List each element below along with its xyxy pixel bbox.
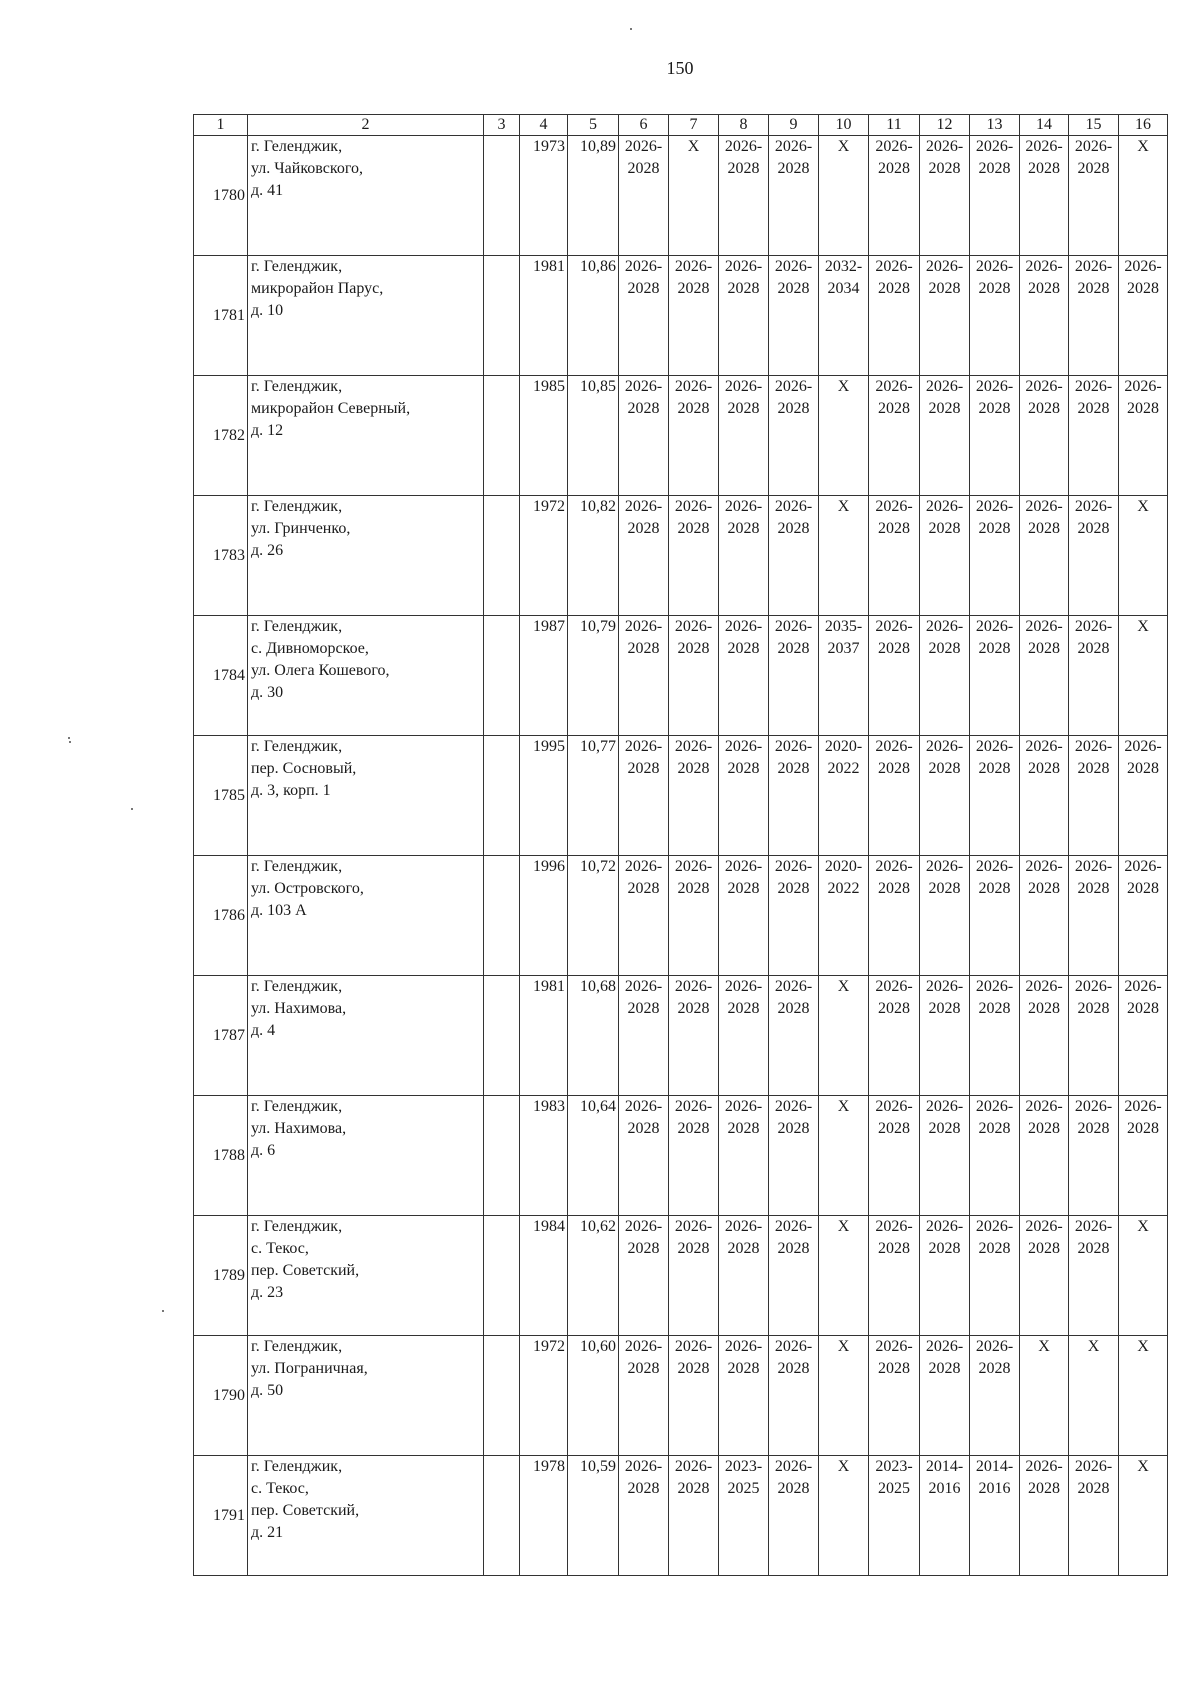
column-header-2: 2 [248,115,484,136]
col8-cell: 2026- 2028 [719,1336,769,1456]
col15-cell: 2026- 2028 [1069,1216,1119,1336]
col15-cell: 2026- 2028 [1069,376,1119,496]
year-cell: 1983 [520,1096,568,1216]
col9-cell: 2026- 2028 [769,256,819,376]
table-row [194,1096,1168,1216]
column-header-6: 6 [619,115,669,136]
col6-cell: 2026- 2028 [619,496,669,616]
col7-cell: 2026- 2028 [669,856,719,976]
col9-cell: 2026- 2028 [769,736,819,856]
col7-cell: 2026- 2028 [669,616,719,736]
col16-cell: 2026- 2028 [1119,1096,1168,1216]
col6-cell: 2026- 2028 [619,1336,669,1456]
col10-cell: 2020- 2022 [819,736,869,856]
col11-cell: 2026- 2028 [869,136,920,256]
col6-cell: 2026- 2028 [619,856,669,976]
year-cell: 1981 [520,976,568,1096]
year-cell: 1978 [520,1456,568,1576]
address-cell: г. Геленджик, ул. Пограничная, д. 50 [248,1336,484,1456]
address-cell: г. Геленджик, микрорайон Северный, д. 12 [248,376,484,496]
row-number: 1786 [194,856,248,976]
col9-cell: 2026- 2028 [769,1096,819,1216]
col6-cell: 2026- 2028 [619,1456,669,1576]
year-cell: 1973 [520,136,568,256]
col13-cell: 2026- 2028 [970,1216,1020,1336]
value-cell: 10,82 [568,496,619,616]
col6-cell: 2026- 2028 [619,1096,669,1216]
col9-cell: 2026- 2028 [769,1336,819,1456]
col12-cell: 2026- 2028 [920,376,970,496]
col11-cell: 2026- 2028 [869,1336,920,1456]
value-cell: 10,89 [568,136,619,256]
col3-cell [484,256,520,376]
column-header-15: 15 [1069,115,1119,136]
col12-cell: 2014- 2016 [920,1456,970,1576]
col3-cell [484,136,520,256]
column-header-5: 5 [568,115,619,136]
col13-cell: 2026- 2028 [970,1096,1020,1216]
col14-cell: 2026- 2028 [1020,256,1069,376]
registry-table [193,114,1168,1576]
col16-cell: 2026- 2028 [1119,376,1168,496]
col14-cell: 2026- 2028 [1020,736,1069,856]
col13-cell: 2026- 2028 [970,376,1020,496]
year-cell: 1985 [520,376,568,496]
col6-cell: 2026- 2028 [619,376,669,496]
col14-cell: 2026- 2028 [1020,496,1069,616]
row-number: 1784 [194,616,248,736]
col13-cell: 2014- 2016 [970,1456,1020,1576]
year-cell: 1987 [520,616,568,736]
table-row [194,616,1168,736]
col10-cell: 2035- 2037 [819,616,869,736]
col16-cell: X [1119,1456,1168,1576]
col9-cell: 2026- 2028 [769,136,819,256]
col12-cell: 2026- 2028 [920,1096,970,1216]
col15-cell: 2026- 2028 [1069,1456,1119,1576]
col3-cell [484,1096,520,1216]
scan-speck [69,741,71,743]
value-cell: 10,86 [568,256,619,376]
col15-cell: 2026- 2028 [1069,856,1119,976]
col14-cell: 2026- 2028 [1020,136,1069,256]
col8-cell: 2026- 2028 [719,1216,769,1336]
col7-cell: 2026- 2028 [669,256,719,376]
col16-cell: 2026- 2028 [1119,856,1168,976]
col16-cell: X [1119,1216,1168,1336]
col3-cell [484,1456,520,1576]
col13-cell: 2026- 2028 [970,856,1020,976]
col8-cell: 2026- 2028 [719,496,769,616]
col12-cell: 2026- 2028 [920,1336,970,1456]
col11-cell: 2023- 2025 [869,1456,920,1576]
col3-cell [484,736,520,856]
col11-cell: 2026- 2028 [869,976,920,1096]
year-cell: 1972 [520,1336,568,1456]
col8-cell: 2026- 2028 [719,136,769,256]
col16-cell: 2026- 2028 [1119,256,1168,376]
col7-cell: 2026- 2028 [669,1456,719,1576]
address-cell: г. Геленджик, с. Дивноморское, ул. Олега Кошевого, д. 30 [248,616,484,736]
table-row [194,256,1168,376]
col7-cell: 2026- 2028 [669,1096,719,1216]
address-cell: г. Геленджик, ул. Гринченко, д. 26 [248,496,484,616]
column-header-13: 13 [970,115,1020,136]
address-cell: г. Геленджик, ул. Чайковского, д. 41 [248,136,484,256]
column-header-16: 16 [1119,115,1168,136]
col9-cell: 2026- 2028 [769,976,819,1096]
col10-cell: X [819,136,869,256]
col14-cell: 2026- 2028 [1020,856,1069,976]
address-cell: г. Геленджик, ул. Нахимова, д. 6 [248,1096,484,1216]
page-number: 150 [666,58,694,78]
col11-cell: 2026- 2028 [869,1096,920,1216]
column-header-9: 9 [769,115,819,136]
col14-cell: 2026- 2028 [1020,616,1069,736]
col10-cell: X [819,496,869,616]
value-cell: 10,64 [568,1096,619,1216]
col12-cell: 2026- 2028 [920,136,970,256]
col6-cell: 2026- 2028 [619,136,669,256]
year-cell: 1995 [520,736,568,856]
column-header-8: 8 [719,115,769,136]
col6-cell: 2026- 2028 [619,616,669,736]
col13-cell: 2026- 2028 [970,136,1020,256]
value-cell: 10,62 [568,1216,619,1336]
row-number: 1790 [194,1336,248,1456]
col12-cell: 2026- 2028 [920,856,970,976]
col15-cell: X [1069,1336,1119,1456]
address-cell: г. Геленджик, с. Текос, пер. Советский, д. 23 [248,1216,484,1336]
table-row [194,376,1168,496]
col9-cell: 2026- 2028 [769,616,819,736]
column-header-1: 1 [194,115,248,136]
table-row [194,1336,1168,1456]
col16-cell: 2026- 2028 [1119,976,1168,1096]
col13-cell: 2026- 2028 [970,1336,1020,1456]
table-row [194,1216,1168,1336]
col3-cell [484,376,520,496]
col11-cell: 2026- 2028 [869,256,920,376]
col12-cell: 2026- 2028 [920,496,970,616]
year-cell: 1981 [520,256,568,376]
table-row [194,736,1168,856]
col12-cell: 2026- 2028 [920,616,970,736]
col16-cell: X [1119,496,1168,616]
col9-cell: 2026- 2028 [769,1456,819,1576]
col11-cell: 2026- 2028 [869,496,920,616]
row-number: 1781 [194,256,248,376]
year-cell: 1984 [520,1216,568,1336]
col10-cell: X [819,976,869,1096]
value-cell: 10,79 [568,616,619,736]
col11-cell: 2026- 2028 [869,1216,920,1336]
col7-cell: 2026- 2028 [669,376,719,496]
col10-cell: 2020- 2022 [819,856,869,976]
col14-cell: 2026- 2028 [1020,1216,1069,1336]
address-cell: г. Геленджик, пер. Сосновый, д. 3, корп. 1 [248,736,484,856]
table-row [194,136,1168,256]
col12-cell: 2026- 2028 [920,1216,970,1336]
row-number: 1780 [194,136,248,256]
col10-cell: 2032- 2034 [819,256,869,376]
col14-cell: 2026- 2028 [1020,1096,1069,1216]
col15-cell: 2026- 2028 [1069,136,1119,256]
col8-cell: 2026- 2028 [719,1096,769,1216]
address-cell: г. Геленджик, ул. Нахимова, д. 4 [248,976,484,1096]
row-number: 1782 [194,376,248,496]
scan-speck [630,28,632,30]
col3-cell [484,496,520,616]
row-number: 1783 [194,496,248,616]
row-number: 1789 [194,1216,248,1336]
year-cell: 1972 [520,496,568,616]
row-number: 1787 [194,976,248,1096]
col10-cell: X [819,1456,869,1576]
col8-cell: 2026- 2028 [719,856,769,976]
col3-cell [484,616,520,736]
col10-cell: X [819,1096,869,1216]
col11-cell: 2026- 2028 [869,616,920,736]
col6-cell: 2026- 2028 [619,736,669,856]
col10-cell: X [819,1216,869,1336]
scan-speck [68,737,70,739]
row-number: 1785 [194,736,248,856]
table-row [194,496,1168,616]
col7-cell: 2026- 2028 [669,1336,719,1456]
column-header-11: 11 [869,115,920,136]
col7-cell: 2026- 2028 [669,496,719,616]
value-cell: 10,60 [568,1336,619,1456]
col8-cell: 2026- 2028 [719,376,769,496]
col7-cell: 2026- 2028 [669,736,719,856]
table-row [194,856,1168,976]
col3-cell [484,1336,520,1456]
col15-cell: 2026- 2028 [1069,616,1119,736]
table-row [194,1456,1168,1576]
col8-cell: 2026- 2028 [719,616,769,736]
col8-cell: 2023- 2025 [719,1456,769,1576]
col12-cell: 2026- 2028 [920,976,970,1096]
col8-cell: 2026- 2028 [719,736,769,856]
col11-cell: 2026- 2028 [869,856,920,976]
value-cell: 10,72 [568,856,619,976]
address-cell: г. Геленджик, микрорайон Парус, д. 10 [248,256,484,376]
col12-cell: 2026- 2028 [920,256,970,376]
scan-speck [131,808,133,810]
col10-cell: X [819,376,869,496]
col9-cell: 2026- 2028 [769,496,819,616]
col16-cell: 2026- 2028 [1119,736,1168,856]
col8-cell: 2026- 2028 [719,976,769,1096]
col9-cell: 2026- 2028 [769,1216,819,1336]
col9-cell: 2026- 2028 [769,856,819,976]
col3-cell [484,1216,520,1336]
col3-cell [484,856,520,976]
row-number: 1788 [194,1096,248,1216]
col7-cell: 2026- 2028 [669,976,719,1096]
col16-cell: X [1119,136,1168,256]
table-row [194,976,1168,1096]
address-cell: г. Геленджик, с. Текос, пер. Советский, д. 21 [248,1456,484,1576]
column-header-12: 12 [920,115,970,136]
col15-cell: 2026- 2028 [1069,976,1119,1096]
col15-cell: 2026- 2028 [1069,496,1119,616]
row-number: 1791 [194,1456,248,1576]
col9-cell: 2026- 2028 [769,376,819,496]
col7-cell: 2026- 2028 [669,1216,719,1336]
value-cell: 10,85 [568,376,619,496]
col13-cell: 2026- 2028 [970,616,1020,736]
column-header-3: 3 [484,115,520,136]
address-cell: г. Геленджик, ул. Островского, д. 103 А [248,856,484,976]
col11-cell: 2026- 2028 [869,376,920,496]
col6-cell: 2026- 2028 [619,256,669,376]
col13-cell: 2026- 2028 [970,256,1020,376]
value-cell: 10,77 [568,736,619,856]
col8-cell: 2026- 2028 [719,256,769,376]
col16-cell: X [1119,1336,1168,1456]
scan-speck [162,1310,164,1312]
column-header-10: 10 [819,115,869,136]
col13-cell: 2026- 2028 [970,976,1020,1096]
col14-cell: 2026- 2028 [1020,1456,1069,1576]
col14-cell: X [1020,1336,1069,1456]
col7-cell: X [669,136,719,256]
col13-cell: 2026- 2028 [970,496,1020,616]
col11-cell: 2026- 2028 [869,736,920,856]
col15-cell: 2026- 2028 [1069,1096,1119,1216]
value-cell: 10,68 [568,976,619,1096]
col14-cell: 2026- 2028 [1020,976,1069,1096]
col16-cell: X [1119,616,1168,736]
col12-cell: 2026- 2028 [920,736,970,856]
col15-cell: 2026- 2028 [1069,256,1119,376]
col15-cell: 2026- 2028 [1069,736,1119,856]
col10-cell: X [819,1336,869,1456]
col3-cell [484,976,520,1096]
value-cell: 10,59 [568,1456,619,1576]
column-header-14: 14 [1020,115,1069,136]
column-header-4: 4 [520,115,568,136]
col14-cell: 2026- 2028 [1020,376,1069,496]
column-header-7: 7 [669,115,719,136]
col6-cell: 2026- 2028 [619,1216,669,1336]
year-cell: 1996 [520,856,568,976]
col6-cell: 2026- 2028 [619,976,669,1096]
table-header-row [194,115,1168,136]
col13-cell: 2026- 2028 [970,736,1020,856]
